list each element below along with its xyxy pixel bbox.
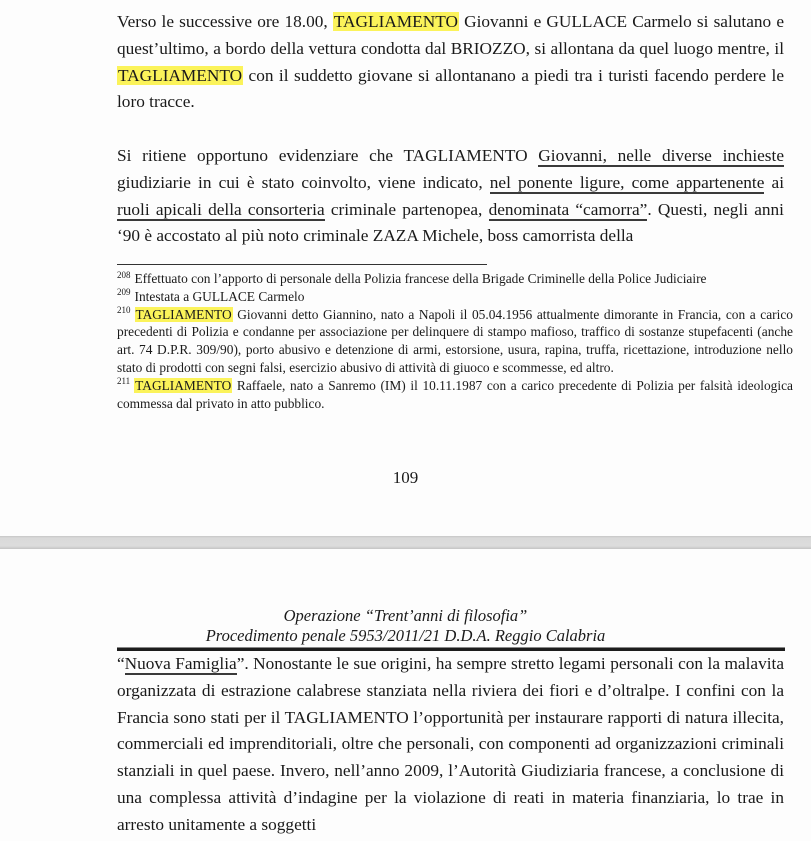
running-header (0, 606, 811, 645)
text-segment: giudiziarie in cui è stato coinvolto, viene indicato, (117, 172, 490, 192)
text-segment: . Questi, negli anni ‘90 è accostato al più noto criminale ZAZA Michele, boss camorrista della (117, 199, 784, 246)
footnote-number: 208 (117, 269, 131, 280)
text-segment: Verso le successive ore 18.00, (117, 12, 333, 31)
header-procedure: Procedimento penale 5953/2011/21 D.D.A. Reggio Calabria (205, 625, 606, 645)
pen-underlined-text: denominata “camorra” (488, 199, 648, 219)
text-segment: ai (764, 172, 785, 192)
pen-underlined-text: Nuova Famiglia (124, 654, 237, 673)
footnotes (117, 270, 793, 412)
footnote-210 (117, 306, 793, 377)
pen-underlined-text: nel ponente ligure, come appartenente (489, 172, 765, 192)
body-paragraph-1 (117, 9, 784, 116)
footnote-number: 211 (117, 376, 131, 387)
footnote-211 (117, 377, 793, 413)
highlighted-name: TAGLIAMENTO (135, 306, 232, 322)
body-paragraph-3 (117, 651, 784, 839)
body-paragraph-2 (117, 143, 784, 250)
footnote-separator (117, 264, 487, 265)
text-segment: ”. Nonostante le sue origini, ha sempre stretto legami personali con la malavita organizzata di estrazione calabrese stanziata nella riviera dei fiori e d’oltralpe. I confini con la Francia sono stati per il TAGLIAMENTO l’opportunità per instaurare rapporti di natura illecita, commerciali ed imprenditoriali, oltre che personali, con componenti ad organizzazioni criminali stanziali in quel paese. Invero, nell’anno 2009, l’Autorità Giudiziaria francese, a conclusione di una complessa attività d’indagine per la violazione di reati in materia finanziaria, lo trae in arresto unitamente a soggetti (117, 654, 784, 834)
pen-underlined-text: Giovanni, nelle diverse inchieste (538, 146, 784, 165)
highlighted-name: TAGLIAMENTO (333, 12, 458, 31)
pen-underlined-text: ruoli apicali della consorteria (117, 199, 325, 219)
footnote-number: 209 (117, 287, 131, 298)
page-separator (0, 536, 811, 549)
highlighted-name: TAGLIAMENTO (135, 377, 232, 393)
header-operation-title: Operazione “Trent’anni di filosofia” (283, 606, 528, 625)
footnote-number: 210 (117, 305, 131, 316)
footnote-text: Giovanni detto Giannino, nato a Napoli il 05.04.1956 attualmente dimorante in Francia, con a carico precedenti di Polizia e condanne per associazione per delinquere di stampo mafioso, traffico di sostanze stupefacenti (anche art. 74 D.P.R. 309/90), porto abusivo e detenzione di armi, estorsione, usura, rapina, truffa, ricettazione, introduzione nello stato di prodotti con segni falsi, esercizio abusivo di attività di giuoco e scommesse, ed altro. (117, 306, 793, 375)
text-segment: Si ritiene opportuno evidenziare che TAGLIAMENTO (117, 146, 539, 165)
footnote-208 (117, 270, 793, 288)
text-segment: “ (117, 654, 125, 673)
footnote-209 (117, 288, 793, 306)
highlighted-name: TAGLIAMENTO (118, 65, 243, 85)
text-segment: con il suddetto giovane si allontanano a piedi tra i turisti facendo perdere le loro tracce. (117, 65, 784, 112)
text-segment: Giovanni e GULLACE Carmelo si salutano e quest’ultimo, a bordo della vettura condotta dal BRIOZZO, si allontana da quel luogo mentre, il (117, 12, 785, 58)
footnote-text: Raffaele, nato a Sanremo (IM) il 10.11.1987 con a carico precedente di Polizia per falsità ideologica commessa dal privato in atto pubblico. (117, 377, 793, 411)
footnote-text: Effettuato con l’apporto di personale della Polizia francese della Brigade Criminelle della Police Judiciaire (134, 271, 707, 286)
text-segment: criminale partenopea, (324, 199, 489, 219)
page-number: 109 (392, 468, 419, 487)
document-page-110 (0, 549, 811, 841)
footnote-text: Intestata a GULLACE Carmelo (134, 288, 305, 304)
